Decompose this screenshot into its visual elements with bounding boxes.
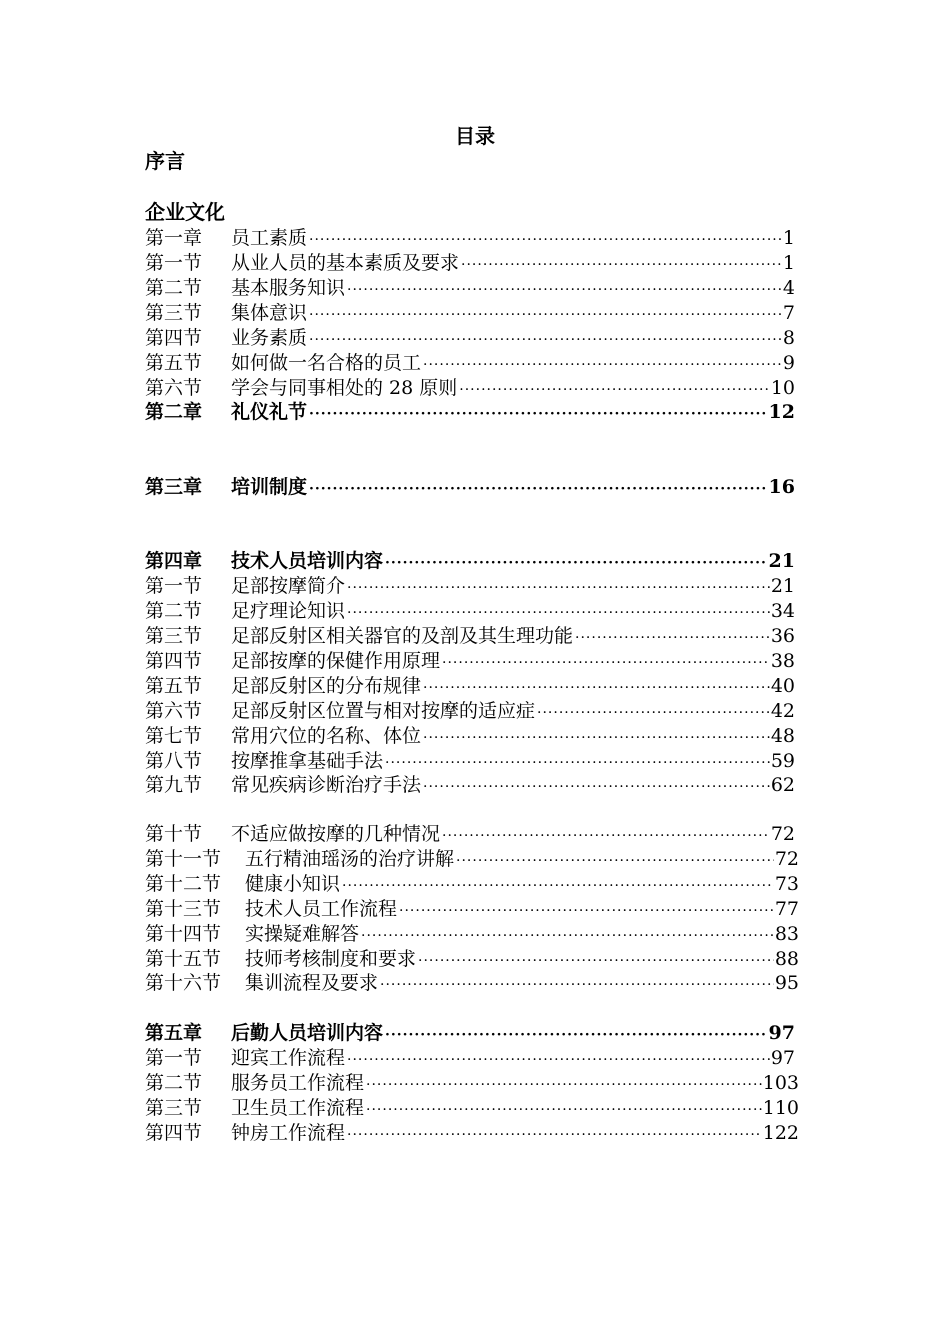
toc-entry [145,649,795,676]
leader-dots [442,651,770,676]
entry-page: 59 [770,750,795,772]
entry-number: 第二节 [145,277,203,299]
entry-page: 38 [770,650,795,672]
entry-number: 第二章 [145,401,203,423]
entry-page: 7 [782,302,795,324]
toc-entry [145,1096,799,1123]
toc-entry [145,872,799,899]
entry-number: 第三章 [145,476,203,498]
leader-dots [442,824,770,849]
leader-dots [309,328,782,353]
entry-page: 9 [782,352,795,374]
entry-title: 健康小知识 [245,873,341,895]
toc-entry [145,301,795,328]
entry-page: 21 [768,550,795,572]
entry-page: 88 [774,948,799,970]
entry-number: 第七节 [145,725,203,747]
entry-number: 第四节 [145,327,203,349]
toc-entry [145,1046,795,1073]
toc-entry [145,376,795,403]
leader-dots [342,874,774,899]
toc-chapter [145,475,795,502]
entry-number: 第四节 [145,1122,203,1144]
leader-dots [385,551,768,576]
toc-entry [145,897,799,924]
entry-page: 83 [774,923,799,945]
entry-title: 从业人员的基本素质及要求 [231,252,460,274]
toc-entry [145,326,795,353]
entry-number: 第一节 [145,252,203,274]
entry-number: 第十一节 [145,848,222,870]
leader-dots [385,1023,768,1048]
entry-page: 72 [774,848,799,870]
entry-page: 95 [774,972,799,994]
entry-page: 42 [770,700,795,722]
entry-title: 集训流程及要求 [245,972,379,994]
leader-dots [309,477,768,502]
entry-title: 基本服务知识 [231,277,346,299]
entry-number: 第五章 [145,1022,203,1044]
toc-entry [145,724,795,751]
entry-number: 第一节 [145,1047,203,1069]
leader-dots [461,253,782,278]
entry-title: 实操疑难解答 [245,923,360,945]
entry-title: 常见疾病诊断治疗手法 [231,774,422,796]
toc-entry [145,574,795,601]
entry-number: 第二节 [145,600,203,622]
toc-chapter [145,400,795,427]
entry-title: 足部反射区位置与相对按摩的适应症 [231,700,536,722]
entry-title: 技术人员工作流程 [245,898,398,920]
entry-number: 第五节 [145,675,203,697]
leader-dots [347,1048,770,1073]
toc-entry [145,276,795,303]
entry-page: 97 [770,1047,795,1069]
toc-entry [145,251,795,278]
entry-page: 72 [770,823,795,845]
leader-dots [366,1073,762,1098]
corporate-culture-heading: 企业文化 [145,200,225,224]
toc-entry [145,971,799,998]
entry-title: 钟房工作流程 [231,1122,346,1144]
entry-title: 服务员工作流程 [231,1072,365,1094]
toc-chapter [145,1021,795,1048]
entry-title: 足疗理论知识 [231,600,346,622]
entry-number: 第一章 [145,227,203,249]
leader-dots [423,726,770,751]
entry-number: 第十五节 [145,948,222,970]
preface-heading: 序言 [145,149,185,173]
entry-number: 第十二节 [145,873,222,895]
entry-title: 按摩推拿基础手法 [231,750,384,772]
toc-entry [145,847,799,874]
entry-page: 10 [770,377,795,399]
entry-page: 21 [770,575,795,597]
leader-dots [309,402,768,427]
entry-number: 第二节 [145,1072,203,1094]
entry-number: 第九节 [145,774,203,796]
entry-number: 第十六节 [145,972,222,994]
leader-dots [456,849,774,874]
entry-title: 员工素质 [231,227,308,249]
entry-title: 业务素质 [231,327,308,349]
toc-entry [145,226,795,253]
entry-number: 第十三节 [145,898,222,920]
toc-entry [145,822,795,849]
toc-entry [145,674,795,701]
leader-dots [423,353,782,378]
entry-number: 第三节 [145,1097,203,1119]
page-title: 目录 [455,124,495,148]
leader-dots [575,626,770,651]
entry-page: 97 [768,1022,795,1044]
toc-entry [145,599,795,626]
entry-title: 不适应做按摩的几种情况 [231,823,441,845]
leader-dots [347,278,782,303]
entry-number: 第一节 [145,575,203,597]
entry-title: 常用穴位的名称、体位 [231,725,422,747]
toc-entry [145,699,795,726]
entry-title: 足部反射区的分布规律 [231,675,422,697]
entry-page: 1 [782,227,795,249]
entry-title: 迎宾工作流程 [231,1047,346,1069]
entry-page: 62 [770,774,795,796]
entry-page: 122 [762,1122,799,1144]
leader-dots [309,303,782,328]
entry-page: 12 [768,401,795,423]
entry-page: 36 [770,625,795,647]
leader-dots [347,601,770,626]
entry-title: 技师考核制度和要求 [245,948,417,970]
entry-title: 集体意识 [231,302,308,324]
entry-number: 第四章 [145,550,203,572]
leader-dots [399,899,774,924]
entry-title: 后勤人员培训内容 [231,1022,384,1044]
toc-entry [145,1071,799,1098]
entry-title: 礼仪礼节 [231,401,308,423]
entry-page: 77 [774,898,799,920]
entry-page: 16 [768,476,795,498]
entry-number: 第十四节 [145,923,222,945]
leader-dots [347,1123,762,1148]
toc-entry [145,922,799,949]
leader-dots [537,701,770,726]
entry-number: 第三节 [145,302,203,324]
entry-number: 第六节 [145,700,203,722]
leader-dots [347,576,770,601]
entry-page: 34 [770,600,795,622]
entry-number: 第三节 [145,625,203,647]
entry-title: 足部按摩简介 [231,575,346,597]
entry-title: 学会与同事相处的 28 原则 [231,377,458,399]
toc-entry [145,749,795,776]
entry-title: 如何做一名合格的员工 [231,352,422,374]
entry-number: 第八节 [145,750,203,772]
entry-page: 73 [774,873,799,895]
toc-entry [145,624,795,651]
entry-number: 第十节 [145,823,203,845]
entry-number: 第四节 [145,650,203,672]
entry-title: 足部反射区相关器官的及剖及其生理功能 [231,625,574,647]
toc-entry [145,947,799,974]
entry-page: 48 [770,725,795,747]
leader-dots [309,228,782,253]
entry-page: 110 [762,1097,799,1119]
entry-title: 技术人员培训内容 [231,550,384,572]
entry-title: 卫生员工作流程 [231,1097,365,1119]
leader-dots [380,973,774,998]
entry-page: 8 [782,327,795,349]
leader-dots [361,924,774,949]
leader-dots [366,1098,762,1123]
entry-title: 足部按摩的保健作用原理 [231,650,441,672]
toc-chapter [145,549,795,576]
toc-entry [145,773,795,800]
entry-page: 103 [762,1072,799,1094]
entry-page: 40 [770,675,795,697]
leader-dots [423,676,770,701]
entry-page: 1 [782,252,795,274]
toc-entry [145,351,795,378]
entry-page: 4 [782,277,795,299]
entry-title: 五行精油瑶汤的治疗讲解 [245,848,455,870]
entry-number: 第六节 [145,377,203,399]
entry-number: 第五节 [145,352,203,374]
toc-entry [145,1121,799,1148]
leader-dots [423,775,770,800]
entry-title: 培训制度 [231,476,308,498]
